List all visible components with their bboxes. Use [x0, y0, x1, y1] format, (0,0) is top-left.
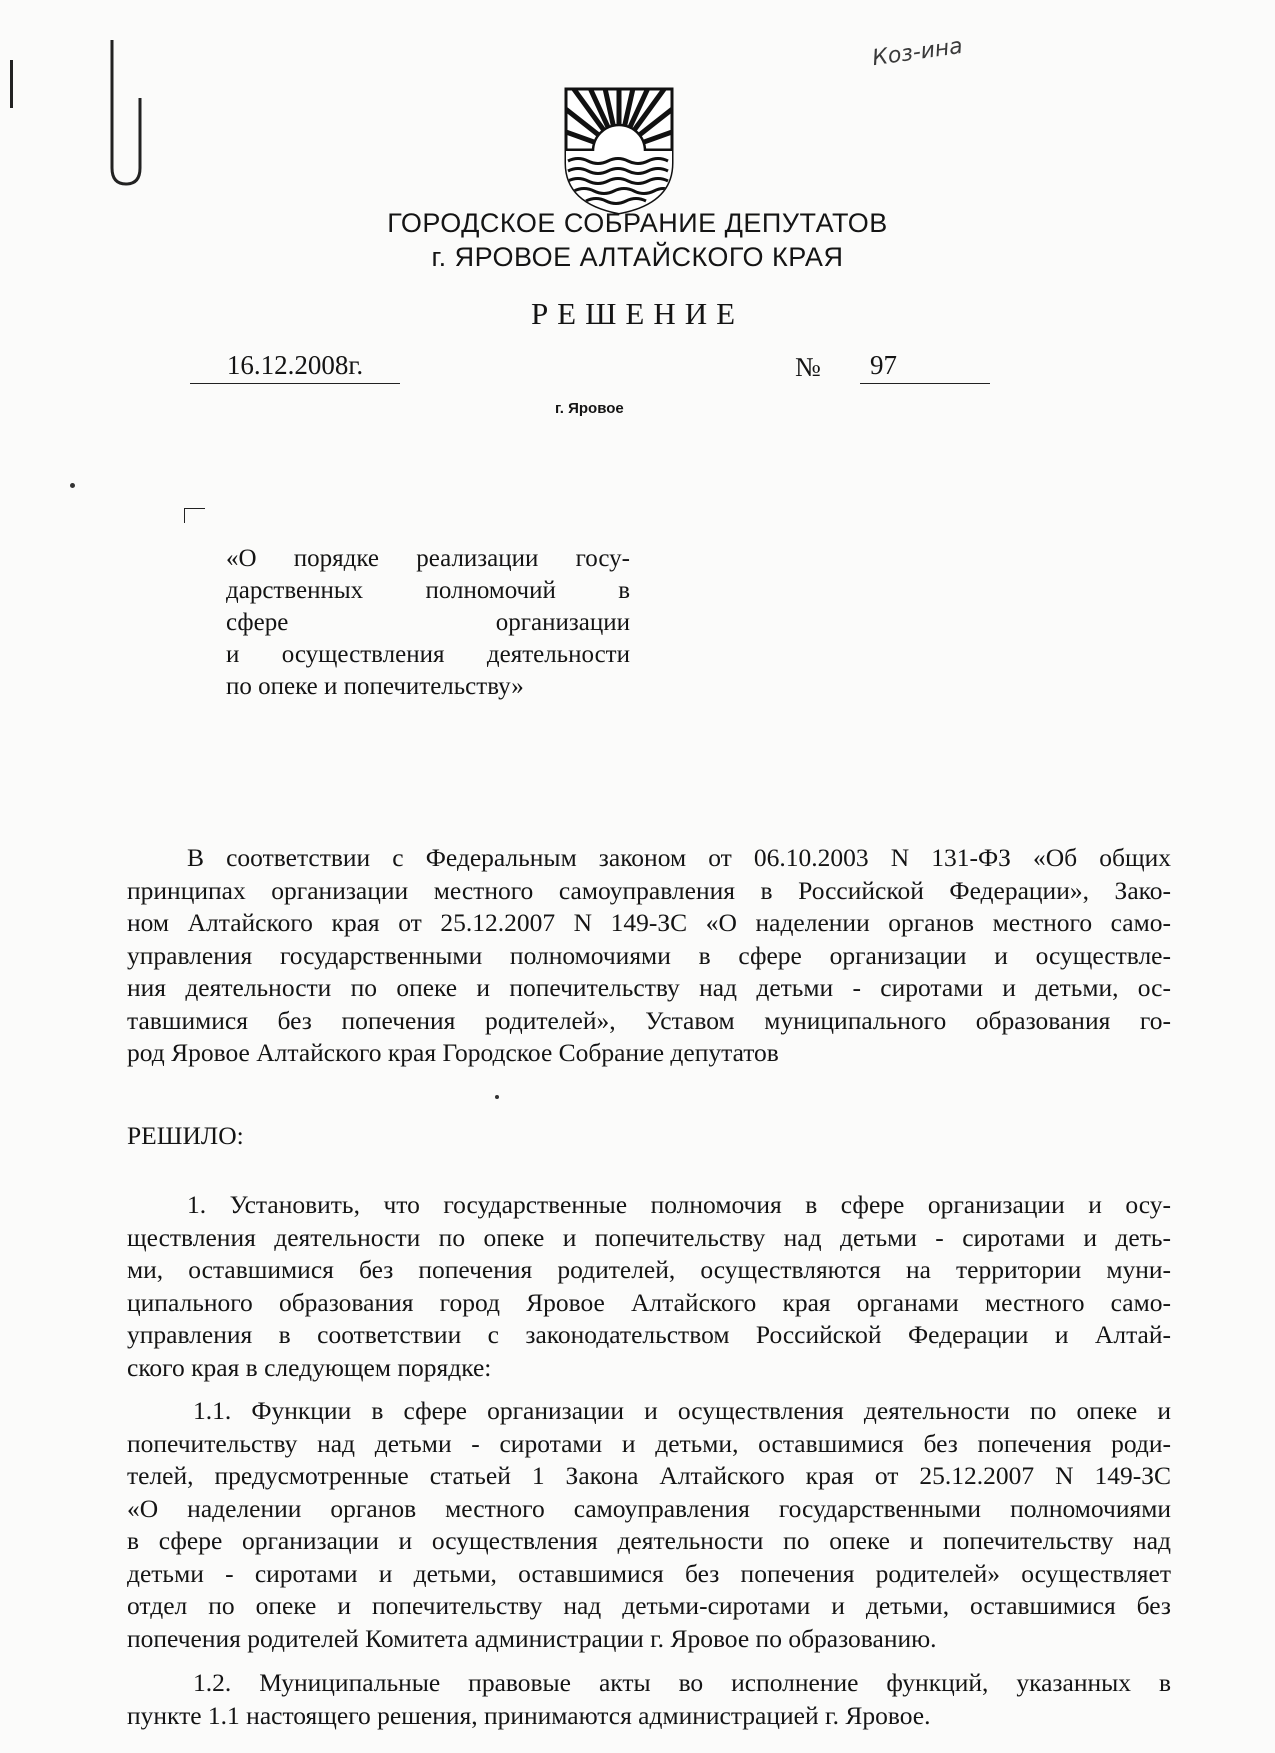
handwritten-note: Коз-ина [870, 33, 965, 72]
subject-line: сфере организации [226, 609, 630, 636]
text-line: отдел по опеке и попечительству над детьми-сиротами и детьми, оставшимися без [127, 1591, 1171, 1620]
text-line: род Яровое Алтайского края Городское Собрание депутатов [127, 1038, 779, 1067]
subject-bracket-mark [184, 508, 205, 523]
text-line: 1. Установить, что государственные полномочия в сфере организации и осу- [187, 1190, 1171, 1219]
city-region-title: г. ЯРОВОЕ АЛТАЙСКОГО КРАЯ [431, 242, 844, 272]
decision-date: 16.12.2008г. [190, 350, 400, 384]
text-line: попечительству над детьми - сиротами и детьми, оставшимися без попечения роди- [127, 1428, 1171, 1458]
subject-line: и осуществления деятельности [226, 641, 630, 668]
text-line: «О наделении органов местного самоуправления государственными полномочиями [127, 1493, 1171, 1523]
text-line: 1.2. Муниципальные правовые акты во исполнение функций, указанных в [193, 1668, 1171, 1697]
text-line: ми, оставшимися без попечения родителей, осуществляются на территории муни- [127, 1255, 1171, 1284]
decision-subject [226, 543, 630, 703]
staple-mark [100, 38, 148, 188]
item-1-2-paragraph [127, 1667, 1171, 1732]
text-line: телей, предусмотренные статьей 1 Закона Алтайского края от 25.12.2007 N 149-ЗС [127, 1461, 1171, 1490]
text-line: ципального образования город Яровое Алтайского края органами местного само- [127, 1287, 1171, 1317]
text-line: в сфере организации и осуществления деятельности по опеке и попечительству над [127, 1526, 1171, 1555]
text-line: принципах организации местного самоуправления в Российской Федерации», Зако- [127, 875, 1171, 905]
resolved-heading: РЕШИЛО: [127, 1121, 244, 1150]
subject-line: «О порядке реализации госу- [226, 545, 630, 572]
text-line: 1.1. Функции в сфере организации и осуществления деятельности по опеке и [193, 1396, 1171, 1425]
item-1-1-paragraph [127, 1395, 1171, 1655]
text-line: В соответствии с Федеральным законом от 06.10.2003 N 131-ФЗ «Об общих [187, 843, 1171, 872]
text-line: попечения родителей Комитета администрации г. Яровое по образованию. [127, 1623, 937, 1653]
subject-line: дарственных полномочий в [226, 577, 630, 604]
scan-speck [70, 483, 75, 488]
text-line: ном Алтайского края от 25.12.2007 N 149-ЗС «О наделении органов местного само- [127, 908, 1171, 937]
text-line: ского края в следующем порядке: [127, 1352, 492, 1382]
city-emblem-icon [560, 85, 678, 215]
text-line: тавшимися без попечения родителей», Уставом муниципального образования го- [127, 1005, 1171, 1035]
place-of-issue: г. Яровое [555, 400, 624, 417]
text-line: пункте 1.1 настоящего решения, принимаются администрацией г. Яровое. [127, 1700, 931, 1730]
binder-mark [10, 60, 13, 108]
scan-speck [495, 1095, 499, 1099]
assembly-title: ГОРОДСКОЕ СОБРАНИЕ ДЕПУТАТОВ [387, 208, 888, 238]
text-line: ния деятельности по опеке и попечительству над детьми - сиротами и детьми, ос- [127, 973, 1171, 1002]
document-type-title: РЕШЕНИЕ [530, 296, 745, 331]
number-sign: № [795, 352, 821, 382]
bleed-through-text [240, 150, 246, 188]
text-line: детьми - сиротами и детьми, оставшимися без попечения родителей» осуществляет [127, 1558, 1171, 1588]
decision-number: 97 [860, 350, 990, 384]
text-line: управления в соответствии с законодательством Российской Федерации и Алтай- [127, 1320, 1171, 1349]
preamble-paragraph [127, 842, 1171, 1070]
text-line: управления государственными полномочиями в сфере организации и осуществле- [127, 940, 1171, 970]
text-line: ществления деятельности по опеке и попечительству над детьми - сиротами и деть- [127, 1222, 1171, 1252]
subject-line: по опеке и попечительству» [226, 673, 524, 700]
item-1-paragraph [127, 1189, 1171, 1384]
